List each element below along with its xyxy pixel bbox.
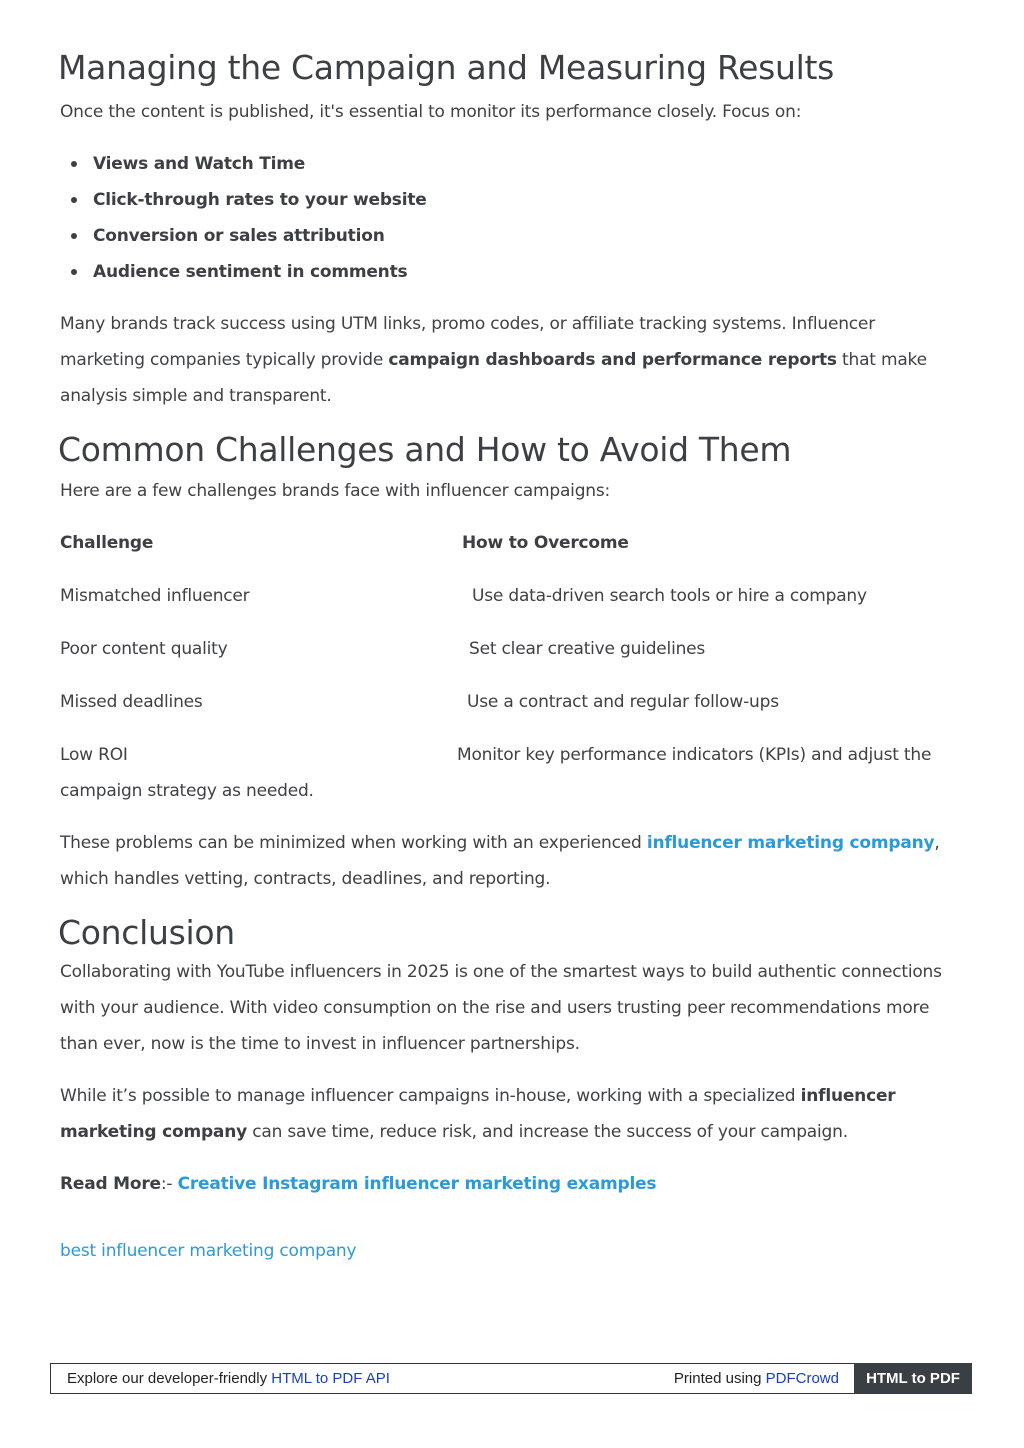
overcome-cell-continuation: campaign strategy as needed. xyxy=(60,781,314,801)
overcome-cell: Use a contract and regular follow-ups xyxy=(467,692,779,712)
tracking-text-2: that make analysis simple and transparent. xyxy=(60,350,927,406)
instagram-examples-link[interactable]: Creative Instagram influencer marketing examples xyxy=(177,1174,657,1194)
problems-text-1: These problems can be minimized when working with an experienced xyxy=(60,833,647,853)
table-row xyxy=(60,737,960,809)
footer-right-text: Printed using xyxy=(673,1370,766,1387)
tracking-text-1: Many brands track success using UTM links, promo codes, or affiliate tracking systems. Influencer marketing companies typically provide xyxy=(60,314,875,370)
list-item: Click-through rates to your website xyxy=(60,182,960,218)
tracking-paragraph xyxy=(60,306,960,414)
footer-right xyxy=(674,1370,839,1387)
overcome-cell: Monitor key performance indicators (KPIs) and adjust the xyxy=(457,745,932,765)
influencer-company-link[interactable]: influencer marketing company xyxy=(646,833,935,853)
section-heading-challenges: Common Challenges and How to Avoid Them xyxy=(58,430,792,469)
article-content xyxy=(60,44,960,1269)
section-heading-measuring: Managing the Campaign and Measuring Results xyxy=(58,48,835,87)
best-company-link[interactable]: best influencer marketing company xyxy=(60,1241,357,1261)
pdfcrowd-link[interactable]: PDFCrowd xyxy=(765,1370,839,1387)
table-row xyxy=(60,684,960,737)
overcome-cell: Set clear creative guidelines xyxy=(469,639,706,659)
read-more-line xyxy=(60,1166,960,1202)
list-item: Audience sentiment in comments xyxy=(60,254,960,290)
conclusion-bold: influencer marketing company xyxy=(60,1086,896,1142)
problems-paragraph xyxy=(60,825,960,897)
section-heading-conclusion: Conclusion xyxy=(58,913,235,952)
footer-left xyxy=(67,1370,390,1387)
overcome-cell: Use data-driven search tools or hire a company xyxy=(472,586,867,606)
conclusion-paragraph-2 xyxy=(60,1078,960,1150)
focus-list xyxy=(60,146,960,290)
challenges-intro: Here are a few challenges brands face with influencer campaigns: xyxy=(60,481,611,501)
header-challenge: Challenge xyxy=(60,533,154,553)
measuring-intro: Once the content is published, it's essential to monitor its performance closely. Focus on: xyxy=(60,102,802,122)
read-more-label: Read More xyxy=(60,1174,161,1194)
table-row xyxy=(60,578,960,631)
html-to-pdf-badge[interactable]: HTML to PDF xyxy=(854,1363,972,1394)
pdfcrowd-footer xyxy=(50,1363,972,1394)
header-overcome: How to Overcome xyxy=(462,533,629,553)
challenges-table xyxy=(60,525,960,809)
tracking-bold: campaign dashboards and performance reports xyxy=(388,350,837,370)
challenge-cell: Mismatched influencer xyxy=(60,586,250,606)
list-item: Conversion or sales attribution xyxy=(60,218,960,254)
read-more-separator: :- xyxy=(160,1174,178,1194)
conclusion-paragraph-1: Collaborating with YouTube influencers in 2025 is one of the smartest ways to build authentic connections with your audience. With video consumption on the rise and users trusting peer recommendations more than ever, now is the time to invest in influencer partnerships. xyxy=(60,962,942,1054)
conclusion-text-2: can save time, reduce risk, and increase the success of your campaign. xyxy=(247,1122,848,1142)
footer-left-text: Explore our developer-friendly xyxy=(67,1370,272,1387)
table-row xyxy=(60,631,960,684)
table-header-row xyxy=(60,525,960,578)
conclusion-text-1: While it’s possible to manage influencer campaigns in-house, working with a specialized xyxy=(60,1086,801,1106)
challenge-cell: Poor content quality xyxy=(60,639,228,659)
best-company-line xyxy=(60,1233,960,1269)
problems-text-2: , which handles vetting, contracts, deadlines, and reporting. xyxy=(60,833,940,889)
html-to-pdf-api-link[interactable]: HTML to PDF API xyxy=(271,1370,390,1387)
list-item: Views and Watch Time xyxy=(60,146,960,182)
challenge-cell: Low ROI xyxy=(60,745,128,765)
challenge-cell: Missed deadlines xyxy=(60,692,203,712)
